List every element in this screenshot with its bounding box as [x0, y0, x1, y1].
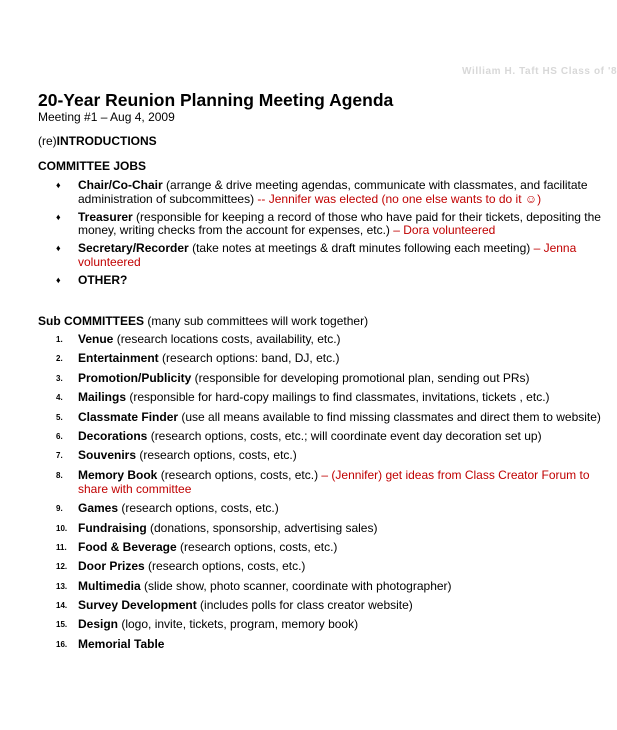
list-item [56, 559, 606, 573]
diamond-bullet-icon: ♦ [56, 180, 61, 190]
item-name: Promotion/Publicity [78, 370, 192, 385]
item-desc: (research locations costs, availability, etc.) [113, 332, 341, 346]
job-name: Treasurer [78, 209, 133, 224]
job-line [78, 193, 606, 207]
intro-prefix: (re) [38, 134, 57, 148]
item-number: 6. [56, 431, 63, 441]
item-number: 2. [56, 354, 63, 364]
item-desc: (includes polls for class creator website) [196, 598, 413, 613]
list-item [56, 242, 606, 269]
item-desc: (research options, costs, etc.) [176, 539, 338, 554]
job-line [78, 242, 606, 256]
item-name: Memorial Table [78, 636, 165, 651]
item-desc: (research options: band, DJ, etc.) [158, 351, 340, 366]
item-number: 13. [56, 581, 68, 591]
job-desc: money, writing checks from the account for expenses, etc.) [78, 223, 390, 237]
item-name: Fundraising [78, 520, 147, 535]
intro-label: INTRODUCTIONS [56, 134, 157, 148]
list-item [56, 448, 606, 462]
item-desc: (responsible for developing promotional plan, sending out PRs) [191, 370, 530, 385]
list-item [56, 598, 606, 612]
item-number: 8. [56, 470, 63, 480]
job-line [78, 256, 606, 270]
item-number: 14. [56, 601, 68, 611]
list-item [56, 351, 606, 365]
list-item [56, 501, 606, 515]
item-desc: (slide show, photo scanner, coordinate with photographer) [140, 578, 452, 593]
item-desc: (research options, costs, etc.) [144, 559, 306, 574]
item-desc: (research options, costs, etc.; will coordinate event day decoration set up) [147, 428, 542, 443]
list-item [56, 371, 606, 385]
sub-heading-label: Sub COMMITTEES [38, 314, 144, 328]
item-name: Memory Book [78, 467, 158, 482]
item-number: 15. [56, 620, 68, 630]
item-number: 3. [56, 373, 63, 383]
item-name: Venue [78, 332, 114, 346]
item-name: Food & Beverage [78, 539, 177, 554]
diamond-bullet-icon: ♦ [56, 211, 61, 222]
item-desc: (research options, costs, etc.) [157, 467, 319, 482]
job-desc: (responsible for keeping a record of those who have paid for their tickets, depositing the [132, 209, 601, 224]
diamond-bullet-icon: ♦ [56, 243, 61, 253]
item-desc: (donations, sponsorship, advertising sales) [146, 520, 378, 535]
item-name: Mailings [78, 390, 127, 405]
job-note: -- Jennifer was elected (no one else wants to do it ☺) [257, 191, 542, 206]
list-item [56, 211, 606, 238]
list-item [56, 637, 606, 651]
job-name: OTHER? [78, 272, 128, 287]
sub-committees-list [56, 332, 606, 656]
item-name: Souvenirs [78, 448, 137, 463]
introductions-line [38, 134, 157, 148]
job-note: – Dora volunteered [389, 223, 496, 237]
item-number: 9. [56, 504, 63, 514]
item-number: 1. [56, 335, 63, 344]
item-name: Decorations [78, 428, 148, 443]
job-note: – Jenna [533, 241, 577, 255]
item-name: Entertainment [78, 351, 159, 366]
item-number: 7. [56, 451, 63, 461]
item-number: 10. [56, 523, 68, 533]
item-note-continued: share with committee [78, 481, 192, 496]
committee-jobs-list [56, 179, 606, 292]
meeting-info: Meeting #1 – Aug 4, 2009 [38, 110, 175, 124]
item-number: 11. [56, 542, 67, 552]
sub-heading-note: (many sub committees will work together) [144, 314, 369, 328]
list-item [56, 429, 606, 443]
item-desc: (research options, costs, etc.) [136, 448, 297, 463]
item-name: Door Prizes [78, 559, 145, 574]
item-desc: (logo, invite, tickets, program, memory book) [118, 617, 359, 632]
list-item [56, 410, 606, 424]
document-title: 20-Year Reunion Planning Meeting Agenda [38, 90, 394, 110]
job-note: volunteered [78, 254, 141, 269]
item-desc: (use all means available to find missing classmates and direct them to website) [178, 409, 601, 424]
committee-jobs-heading: COMMITTEE JOBS [38, 159, 147, 173]
item-name: Multimedia [78, 578, 141, 593]
sub-committees-heading [38, 314, 368, 328]
item-name: Survey Development [78, 598, 197, 613]
job-desc: (arrange & drive meeting agendas, communicate with classmates, and facilitate [162, 178, 588, 192]
list-item [56, 617, 606, 631]
diamond-bullet-icon: ♦ [56, 274, 61, 285]
job-desc: (take notes at meetings & draft minutes following each meeting) [188, 241, 534, 255]
job-name: Secretary/Recorder [78, 241, 189, 255]
item-number: 12. [56, 562, 68, 572]
job-line [78, 274, 606, 288]
list-item [56, 390, 606, 404]
job-desc: administration of subcommittees) [78, 191, 258, 206]
job-name: Chair/Co-Chair [78, 178, 163, 192]
item-number: 16. [56, 639, 68, 649]
job-line [78, 211, 606, 225]
list-item [56, 332, 606, 346]
list-item [56, 579, 606, 593]
item-number: 4. [56, 393, 63, 403]
job-line [78, 179, 606, 193]
item-note: – (Jennifer) get ideas from Class Creator Forum to [318, 467, 590, 482]
list-item [56, 468, 606, 496]
list-item [56, 274, 606, 288]
item-desc: (research options, costs, etc.) [118, 501, 279, 516]
item-name: Games [78, 501, 119, 516]
item-name: Classmate Finder [78, 409, 179, 424]
list-item [56, 540, 606, 554]
item-name: Design [78, 617, 119, 632]
item-desc: (responsible for hard-copy mailings to find classmates, invitations, tickets , etc.) [126, 390, 550, 405]
job-line [78, 224, 606, 238]
list-item [56, 521, 606, 535]
page-header-text: William H. Taft HS Class of '8 [462, 66, 617, 77]
item-number: 5. [56, 412, 63, 422]
list-item [56, 179, 606, 206]
